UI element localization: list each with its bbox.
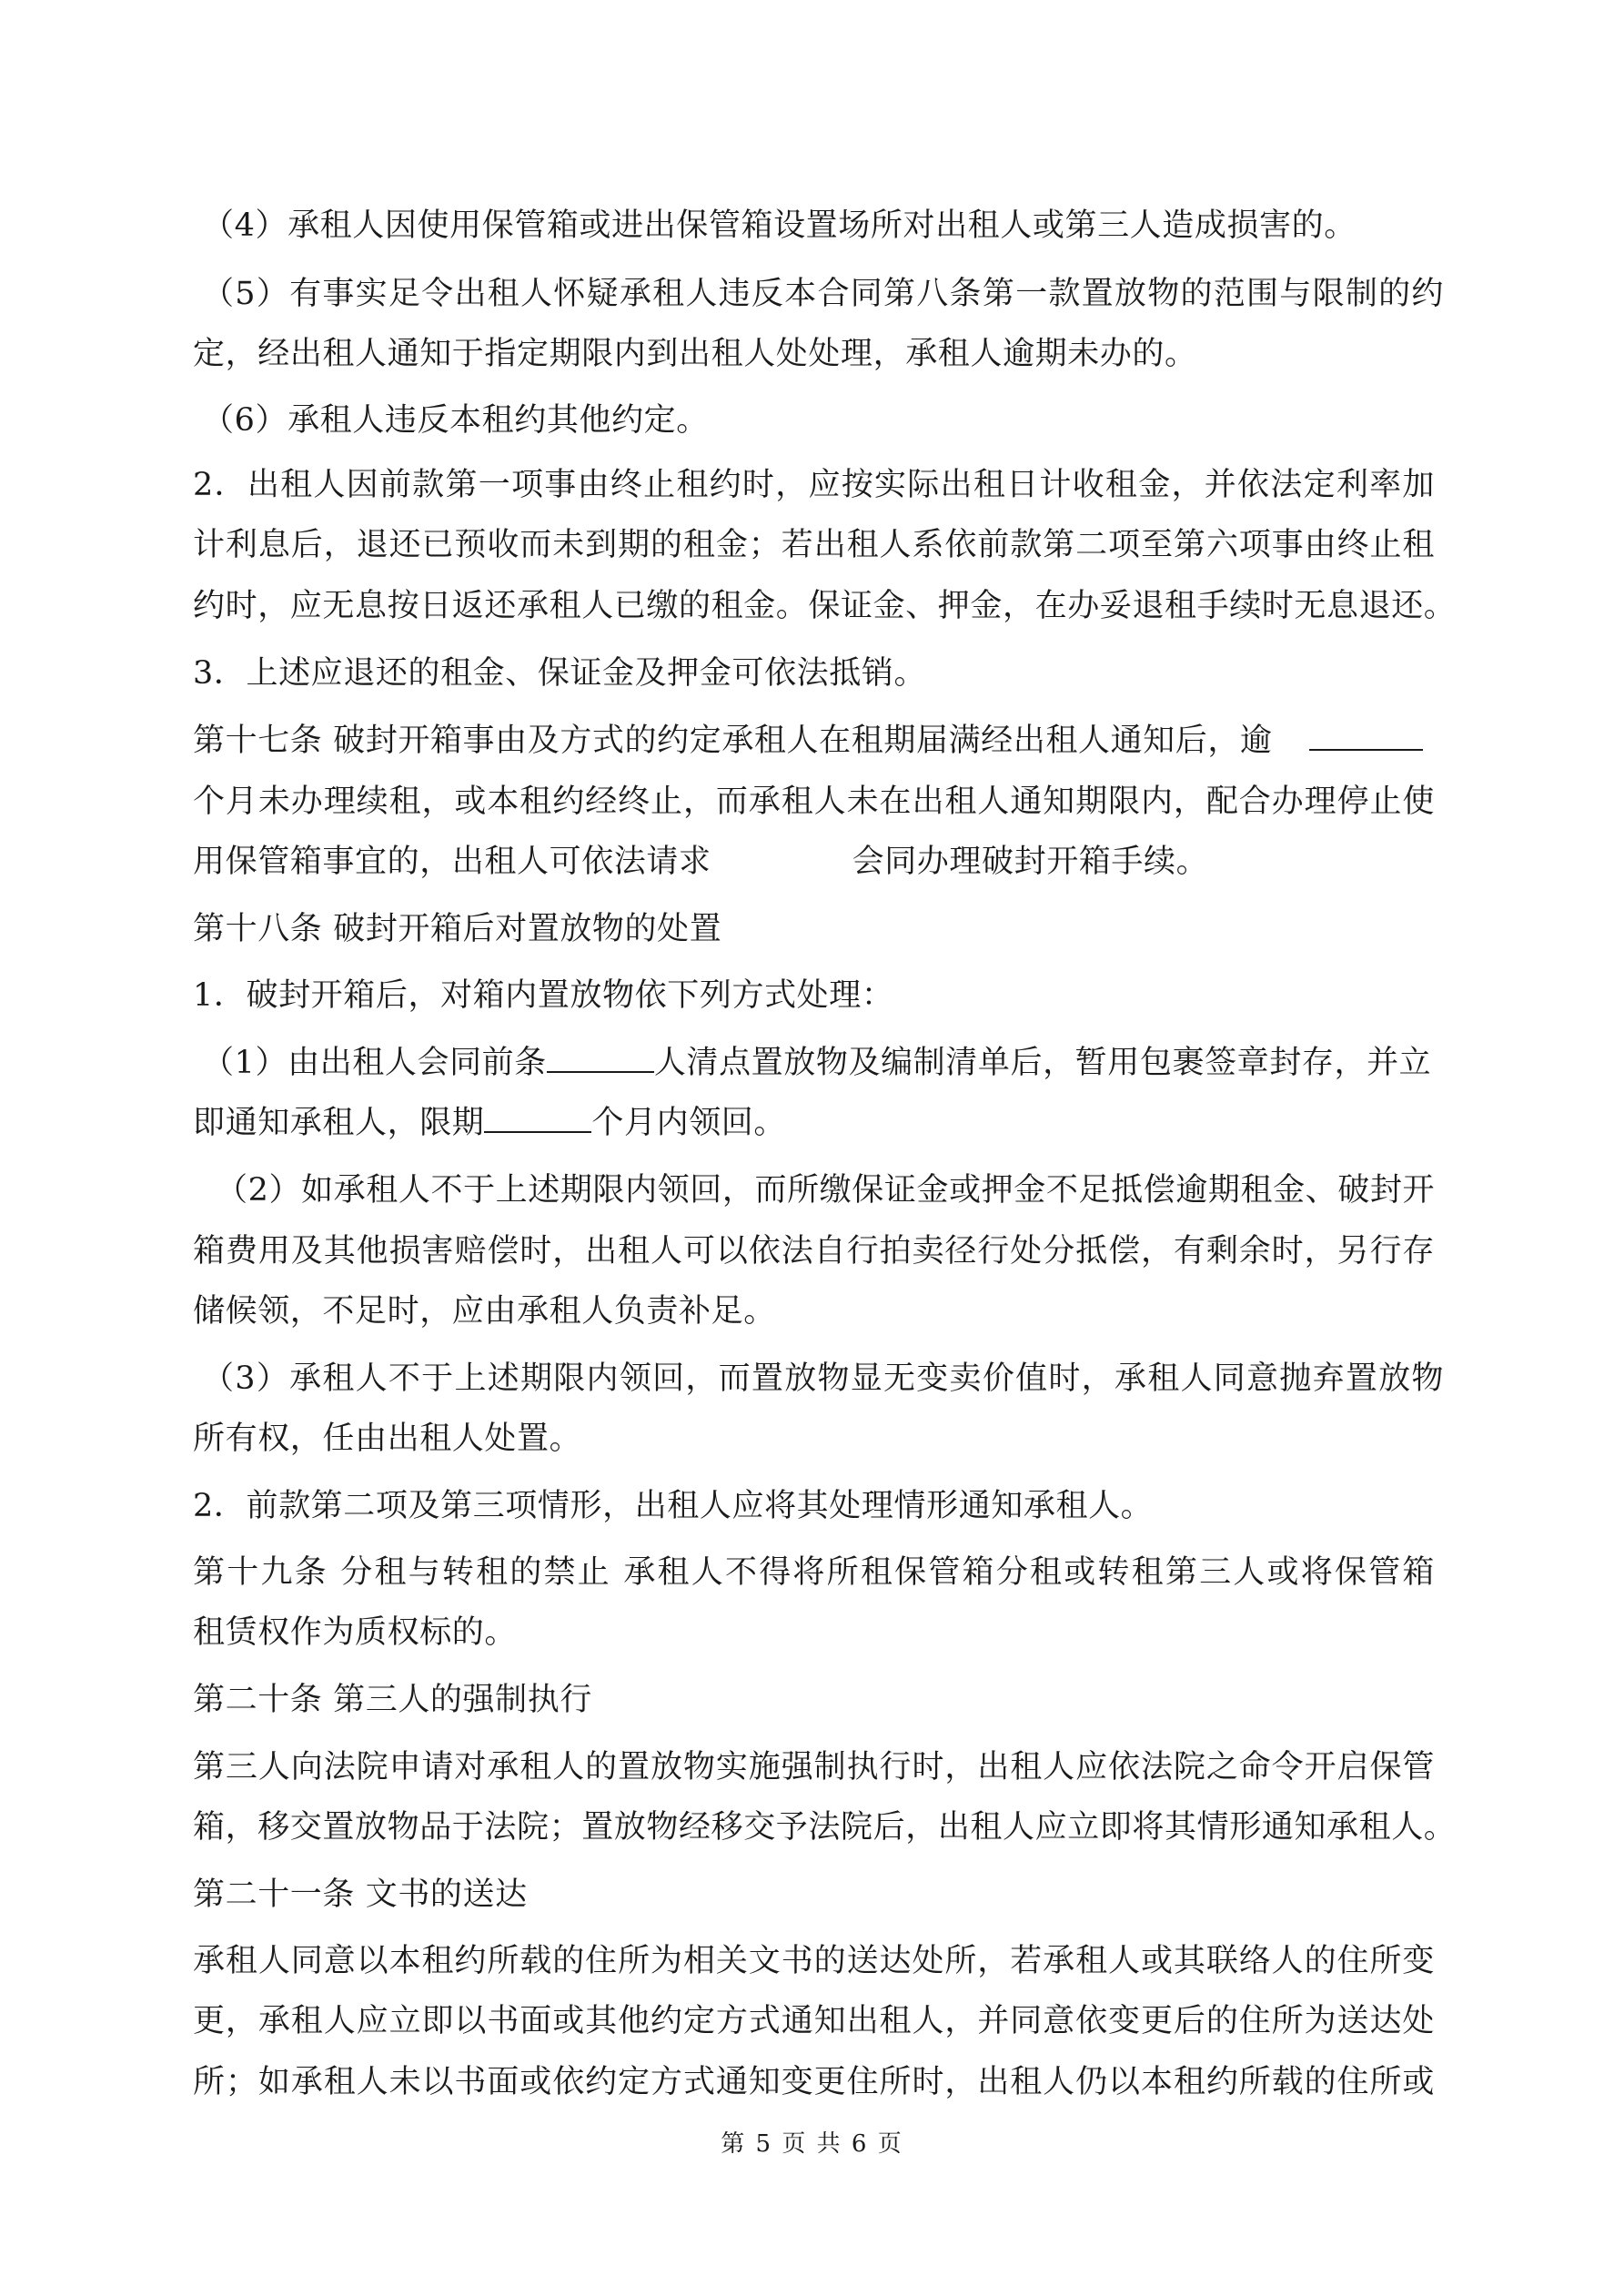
paragraph-line: 定，经出租人通知于指定期限内到出租人处处理，承租人逾期未办的。 [193, 336, 1197, 372]
article-heading: 第十九条 分租与转租的禁止 承租人不得将所租保管箱分租或转租第三人或将保管箱 [193, 1554, 1435, 1591]
paragraph-line: 所有权，任由出租人处置。 [193, 1421, 582, 1457]
article-18-item-1-line-2 [193, 1099, 1435, 1147]
blank-underline [547, 1044, 654, 1073]
paragraph-line: 租赁权作为质权标的。 [193, 1614, 518, 1651]
paragraph-line: 箱费用及其他损害赔偿时，出租人可以依法自行拍卖径行处分抵偿，有剩余时，另行存 [193, 1233, 1435, 1269]
paragraph-line: 承租人同意以本租约所载的住所为相关文书的送达处所，若承租人或其联络人的住所变 [193, 1943, 1435, 1979]
paragraph-line: 2．前款第二项及第三项情形，出租人应将其处理情形通知承租人。 [193, 1488, 1154, 1524]
paragraph-text: 个月内领回。 [591, 1105, 787, 1141]
paragraph-line: 约时，应无息按日返还承租人已缴的租金。保证金、押金，在办妥退租手续时无息退还。 [193, 588, 1457, 624]
paragraph-line: 所；如承租人未以书面或依约定方式通知变更住所时，出租人仍以本租约所载的住所或 [193, 2064, 1435, 2100]
paragraph-text: 第十七条 破封开箱事由及方式的约定承租人在租期届满经出租人通知后，逾 [193, 723, 1273, 759]
paragraph-line: （2）如承租人不于上述期限内领回，而所缴保证金或押金不足抵偿逾期租金、破封开 [216, 1172, 1436, 1209]
blank-underline [484, 1104, 591, 1133]
article-18-item-1-line-1 [202, 1039, 1444, 1087]
paragraph-line: 计利息后，退还已预收而未到期的租金；若出租人系依前款第二项至第六项事由终止租 [193, 527, 1435, 563]
paragraph-line: 2．出租人因前款第一项事由终止租约时，应按实际出租日计收租金，并依法定利率加 [193, 467, 1435, 503]
paragraph-line: （4）承租人因使用保管箱或进出保管箱设置场所对出租人或第三人造成损害的。 [202, 207, 1357, 244]
paragraph-text: 会同办理破封开箱手续。 [852, 844, 1209, 880]
paragraph-line: 更，承租人应立即以书面或其他约定方式通知出租人，并同意依变更后的住所为送达处 [193, 2003, 1435, 2039]
blank-underline [1309, 722, 1423, 751]
paragraph-text: 人清点置放物及编制清单后，暂用包裹签章封存，并立 [653, 1045, 1432, 1081]
paragraph-text: 即通知承租人，限期 [193, 1105, 485, 1141]
article-heading: 第二十一条 文书的送达 [193, 1876, 528, 1913]
paragraph-line: 储候领，不足时，应由承租人负责补足。 [193, 1293, 776, 1330]
paragraph-line: （5）有事实足令出租人怀疑承租人违反本合同第八条第一款置放物的范围与限制的约 [202, 276, 1444, 312]
article-heading: 第十八条 破封开箱后对置放物的处置 [193, 911, 722, 947]
paragraph-text: 用保管箱事宜的，出租人可依法请求 [193, 844, 711, 880]
paragraph-line: 3．上述应退还的租金、保证金及押金可依法抵销。 [193, 655, 927, 692]
page-number: 第 5 页 共 6 页 [721, 2130, 903, 2158]
article-heading: 第二十条 第三人的强制执行 [193, 1682, 592, 1718]
paragraph-line: 1．破封开箱后，对箱内置放物依下列方式处理： [193, 977, 894, 1014]
paragraph-text: （1）由出租人会同前条 [202, 1045, 547, 1081]
article-17-line-1 [193, 717, 1435, 764]
paragraph-line: 箱，移交置放物品于法院；置放物经移交予法院后，出租人应立即将其情形通知承租人。 [193, 1809, 1457, 1846]
paragraph-line: （6）承租人违反本租约其他约定。 [202, 402, 709, 439]
paragraph-line: 第三人向法院申请对承租人的置放物实施强制执行时，出租人应依法院之命令开启保管 [193, 1749, 1435, 1785]
article-17-line-3 [193, 838, 1435, 885]
paragraph-line: （3）承租人不于上述期限内领回，而置放物显无变卖价值时，承租人同意抛弃置放物 [202, 1360, 1444, 1397]
paragraph-line: 个月未办理续租，或本租约经终止，而承租人未在出租人通知期限内，配合办理停止使 [193, 784, 1435, 820]
